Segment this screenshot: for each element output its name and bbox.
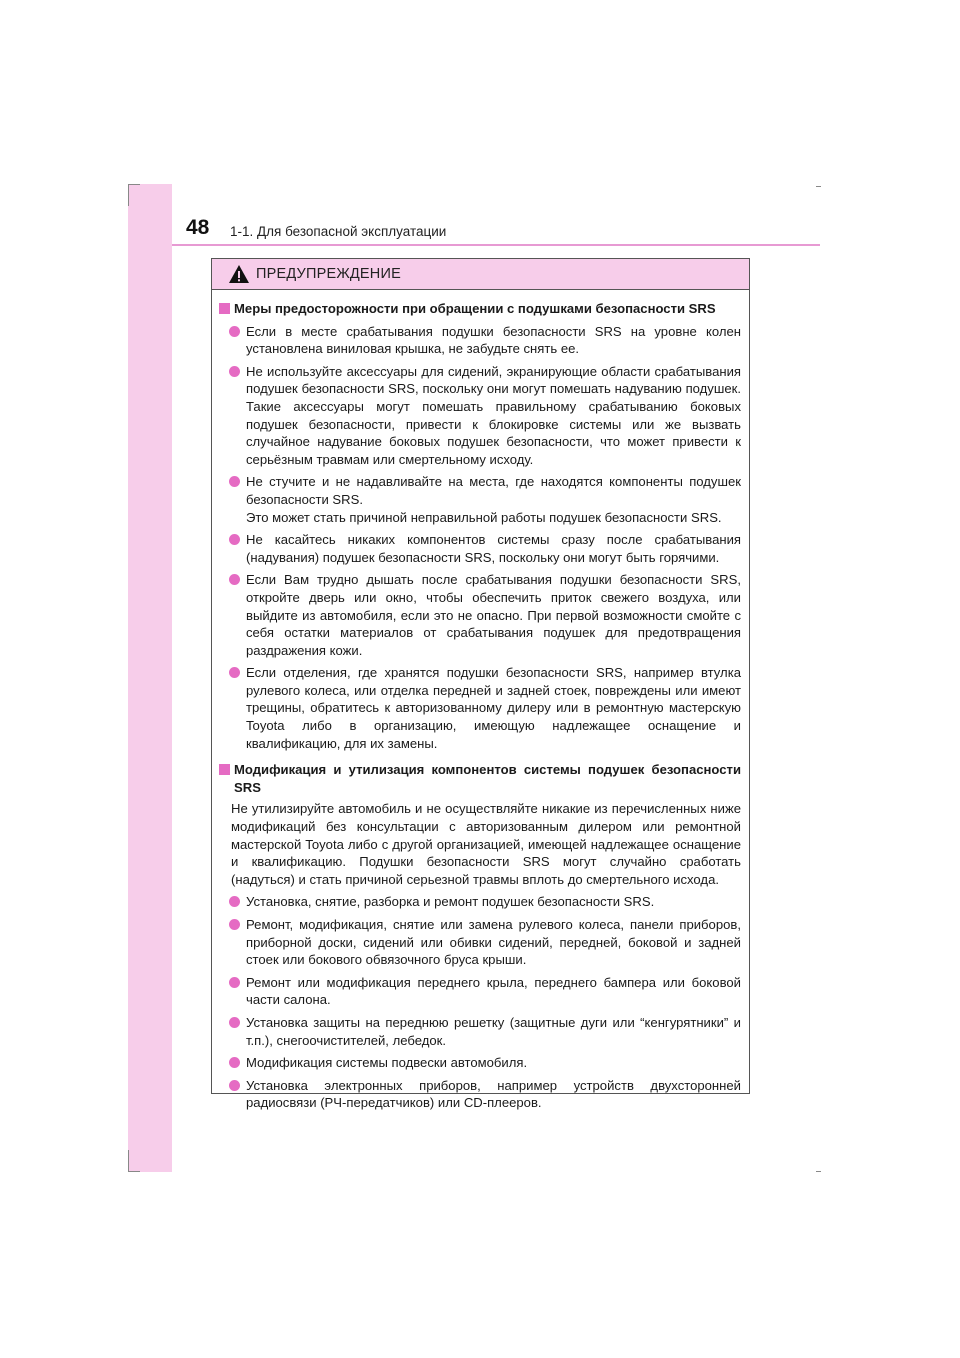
crop-mark-bottom-left-h [128,1171,140,1172]
list-item: Если отделения, где хранятся подушки безопасности SRS, например втулка рулевого колеса, или отделка передней и задней стоек, повреждены или имеют трещины, обратитесь к авторизованному дилеру или в ремонтную мастерскую Toyota либо в организацию, имеющую надлежащее оснащение и квалификацию, для их замены. [219,664,741,752]
round-bullet-icon [229,574,240,585]
pink-sidebar [128,184,172,1172]
header-rule [172,244,820,246]
page-number: 48 [186,216,210,239]
crop-mark-bottom-left-v [128,1150,129,1172]
crop-mark-bottom-right [816,1171,821,1172]
list-item: Если в месте срабатывания подушки безопасности SRS на уровне колен установлена виниловая крышка, не забудьте снять ее. [219,323,741,358]
round-bullet-icon [229,667,240,678]
list-item: Если Вам трудно дышать после срабатывания подушки безопасности SRS, откройте дверь или окно, чтобы обеспечить приток свежего воздуха, или выйдите из автомобиля, если это не опасно. При первой возможности смойте с себя остатки материалов от срабатывания подушек для предотвращения раздражения кожи. [219,571,741,659]
round-bullet-icon [229,476,240,487]
round-bullet-icon [229,326,240,337]
list-item: Ремонт или модификация переднего крыла, переднего бампера или боковой части салона. [219,974,741,1009]
crop-mark-top-left-h [128,184,140,185]
list-item: Установка, снятие, разборка и ремонт подушек безопасности SRS. [219,893,741,911]
round-bullet-icon [229,977,240,988]
round-bullet-icon [229,896,240,907]
round-bullet-icon [229,534,240,545]
warning-triangle-icon [228,264,250,284]
warning-header [212,259,749,290]
list-item: Не касайтесь никаких компонентов системы сразу после срабатывания (надувания) подушек безопасности SRS, поскольку они могут быть горячими. [219,531,741,566]
square-bullet-icon [219,764,230,775]
list-item: Модификация системы подвески автомобиля. [219,1054,741,1072]
list-item: Установка электронных приборов, например устройств двухсторонней радиосвязи (РЧ-передатчиков) или CD-плееров. [219,1077,741,1112]
round-bullet-icon [229,366,240,377]
section-paragraph: Не утилизируйте автомобиль и не осуществляйте никакие из перечисленных ниже модификаций без консультации с авторизованным дилером или ремонтной мастерской Toyota либо с другой организацией, имеющей надлежащее оснащение и квалификацию. Подушки безопасности SRS могут случайно сработать (надуться) и стать причиной серьезной травмы вплоть до смертельного исхода. [231,801,741,887]
section-title: 1-1. Для безопасной эксплуатации [230,224,447,239]
crop-mark-top-left-v [128,184,129,206]
list-item: Установка защиты на переднюю решетку (защитные дуги или “кенгурятники” и т.п.), снегоочистителей, лебедок. [219,1014,741,1049]
round-bullet-icon [229,1017,240,1028]
round-bullet-icon [229,1057,240,1068]
warning-body [212,290,749,1112]
warning-title: ПРЕДУПРЕЖДЕНИЕ [256,266,401,282]
crop-mark-top-right [816,186,821,187]
warning-box [211,258,750,1111]
round-bullet-icon [229,919,240,930]
section-heading: Модификация и утилизация компонентов системы подушек безопасности SRS [219,761,741,796]
list-item: Ремонт, модификация, снятие или замена рулевого колеса, панели приборов, приборной доски, сидений или обивки сидений, передней, боковой и задней стоек или бокового обвязочного бруса крыши. [219,916,741,969]
square-bullet-icon [219,303,230,314]
section-heading: Меры предосторожности при обращении с подушками безопасности SRS [219,300,741,318]
round-bullet-icon [229,1080,240,1091]
list-item: Не стучите и не надавливайте на места, где находятся компоненты подушек безопасности SRS. Это может стать причиной неправильной работы подушек безопасности SRS. [219,473,741,526]
list-item: Не используйте аксессуары для сидений, экранирующие области срабатывания подушек безопасности SRS, поскольку они могут помешать надуванию подушек. Такие аксессуары могут помешать правильному срабатыванию боковых подушек безопасности, привести к блокировке системы или же вызвать случайное надувание боковых подушек безопасности, что может привести к серьёзным травмам или смертельному исходу. [219,363,741,469]
